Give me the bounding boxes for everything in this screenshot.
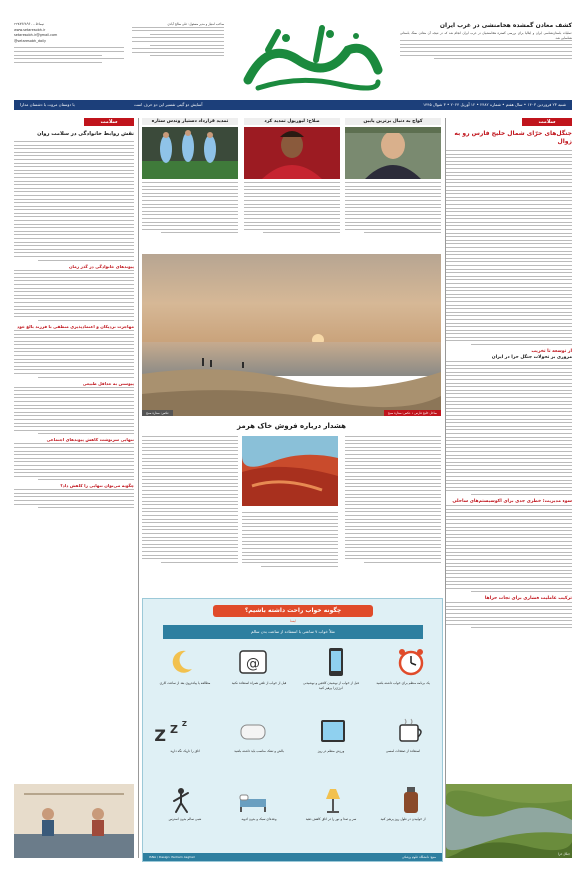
svg-text:@: @ xyxy=(246,656,260,672)
masthead-info-left xyxy=(14,22,124,94)
left-subhead-3: پیوستن به حداقل طبیعی xyxy=(82,380,134,386)
exercise-icon xyxy=(166,785,196,815)
info-line: نیما:۲۲۷۸۹۶۸۹۶۰۰۰۵ xyxy=(14,22,44,26)
hormuz-headline: هشدار درباره فروش خاک هرمز xyxy=(237,422,346,430)
mangrove-caption: جنگل حرا xyxy=(558,852,570,856)
date-bar-left: آسایش دو گیتی تفسیر این دو حرف است xyxy=(134,102,203,107)
infographic-intro: مثلاً خواب ۷ ساعتی با استفاده از ساعت بدن سالم xyxy=(163,625,423,639)
left-column-title: نقش روابط خانوادگی در سلامت روان xyxy=(37,131,134,137)
tip-10: سر و صدا و نور را در اتاق کاهش دهید xyxy=(305,817,357,821)
svg-text:Z: Z xyxy=(170,723,178,736)
mangrove-photo xyxy=(446,784,572,858)
editorial-heading: صاحب امتیاز و مدیر مسئول: علی صالح آبادی xyxy=(167,22,224,26)
masthead-editorial-box xyxy=(132,22,224,94)
hormuz-text-right xyxy=(345,436,441,565)
tip-7: بالش و تشک مناسب باید داشته باشید xyxy=(234,749,284,753)
tip-3: قبل از خواب از تلفن همراه استفاده نکنید xyxy=(231,681,287,685)
family-illustration xyxy=(14,784,134,858)
sleep-infographic xyxy=(142,598,443,862)
coffee-icon xyxy=(396,717,426,745)
alarm-clock-icon xyxy=(396,647,426,677)
bottle-icon xyxy=(396,785,426,815)
tip-8: اتاق را تاریک نگه دارید xyxy=(170,749,200,753)
newspaper-logo xyxy=(238,20,388,96)
sports-story-3 xyxy=(142,118,238,248)
sports-story-1 xyxy=(345,118,441,248)
right-column xyxy=(446,118,572,858)
right-subhead-3: ترکیب عاملیت فشاری برای نجات حراها xyxy=(484,596,572,602)
infographic-footer-right: منبع: دانشگاه علوم پزشکی xyxy=(401,855,436,859)
hormuz-story xyxy=(142,420,441,596)
pillow-icon xyxy=(238,717,268,745)
top-story-headline: کشف معادن گمشده هخامنشی در غرب ایران xyxy=(439,22,572,29)
tip-2: قبل از خواب از نوشیدن کافئین و نوشیدنی انرژی‌زا پرهیز کنید xyxy=(303,681,359,690)
sleep-zzz-icon xyxy=(154,717,196,745)
tablet-icon xyxy=(318,717,348,745)
date-bar-left2: با دوستان مروت با دشمنان مدارا xyxy=(20,102,75,107)
kovac-photo xyxy=(345,127,441,179)
infographic-footer xyxy=(143,853,442,861)
bed-icon xyxy=(238,785,268,815)
right-column-header: سلامت xyxy=(522,118,572,126)
email-icon xyxy=(238,647,268,677)
team-photo xyxy=(142,127,238,179)
right-subhead-1: از توسعه تا تخریب xyxy=(531,349,572,355)
left-subhead-4: تنهایی سرنوشت کاهش پیوندهای اجتماعی xyxy=(46,437,134,443)
left-column-header: سلامت xyxy=(84,118,134,126)
sports-story-2 xyxy=(244,118,340,248)
tip-11: وعده‌ای سبک و بدون ادویه xyxy=(241,817,277,821)
phone-icon xyxy=(324,647,348,677)
info-line: www.setaresobh.ir xyxy=(14,27,46,32)
info-line: @setaresobh_daily xyxy=(14,38,47,43)
salah-photo xyxy=(244,127,340,179)
sports-story-2-title: صلاح؛ لیورپول تمدید کرد xyxy=(244,118,340,125)
info-line: setaresobh.ir@gmail.com xyxy=(14,33,58,38)
left-column xyxy=(14,118,134,858)
hero-caption-left: عکس: ستاره صبح xyxy=(142,410,173,416)
left-subhead-1: پیوندهای خانوادگی در گذر زمان xyxy=(68,263,134,269)
hero-photo xyxy=(142,254,441,416)
svg-text:Z: Z xyxy=(154,726,166,745)
right-subhead-1b: مروری بر تحولات جنگل حرا در ایران xyxy=(491,355,572,361)
hormuz-text-center xyxy=(242,512,338,570)
infographic-title: چگونه خواب راحت داشته باشیم؟ xyxy=(213,605,373,617)
top-story xyxy=(400,22,572,96)
masthead xyxy=(14,20,572,102)
svg-text:Z: Z xyxy=(181,720,187,728)
moon-icon xyxy=(166,647,196,677)
hero-caption-right: ساحل خلیج فارس • عکس: ستاره صبح xyxy=(384,410,441,416)
left-subhead-5: چگونه می‌توان تنهایی را کاهش داد؟ xyxy=(60,483,134,489)
sports-story-1-title: کواچ به دنبال برترین پایین xyxy=(345,118,441,125)
date-bar xyxy=(14,100,572,110)
infographic-footer-left: ISNA / Design: Pedram Asghari xyxy=(149,855,196,859)
infographic-subtitle: ایسنا xyxy=(289,619,297,623)
tip-4: مطالعه یا پیاده‌روی بعد از ساعت کاری xyxy=(159,681,211,685)
column-rule xyxy=(138,118,139,858)
right-column-title: جنگل‌های حرّای شمال خلیج فارس رو به زوال xyxy=(454,130,572,145)
tip-5: استفاده از صفحات لمسی xyxy=(385,749,421,753)
hormuz-photo xyxy=(242,436,338,506)
hormuz-text-left xyxy=(142,436,238,565)
column-rule xyxy=(445,118,446,858)
lamp-icon xyxy=(318,785,348,815)
date-bar-right: شنبه ۲۳ فروردین ۱۴۰۳ • سال هفتم • شماره ۲۴۸۲ • ۱۲ آوریل ۲۰۲۴ • ۳ شوال ۱۴۴۵ xyxy=(423,102,566,107)
top-story-text: عملیات باستان‌شناسی ایران و ایتالیا برای بررسی گستره هخامنشیان در غرب ایران انجام شد که در نتیجه آن معادن سنگ باستانی شناسایی شد. xyxy=(400,31,572,40)
tip-6: ورزش منظم در روز xyxy=(317,749,345,753)
tip-9: از خوابیدن در طول روز پرهیز کنید xyxy=(380,817,426,821)
sports-story-3-title: تمدید قرارداد دستیار وندس ستاره xyxy=(142,118,238,125)
logo-mark xyxy=(238,20,388,96)
tip-1: یک برنامه منظم برای خواب داشته باشید xyxy=(376,681,430,685)
right-subhead-2: سوء مدیریت؛ خطری جدی برای اکوسیستم‌های ساحلی xyxy=(452,499,572,505)
left-subhead-2: مهاجرت نزدیکان و اعتمادپذیری منطقی با فرزند بالغ خود xyxy=(17,323,134,329)
tip-12: شبی سالم بدون استرس xyxy=(168,817,202,821)
